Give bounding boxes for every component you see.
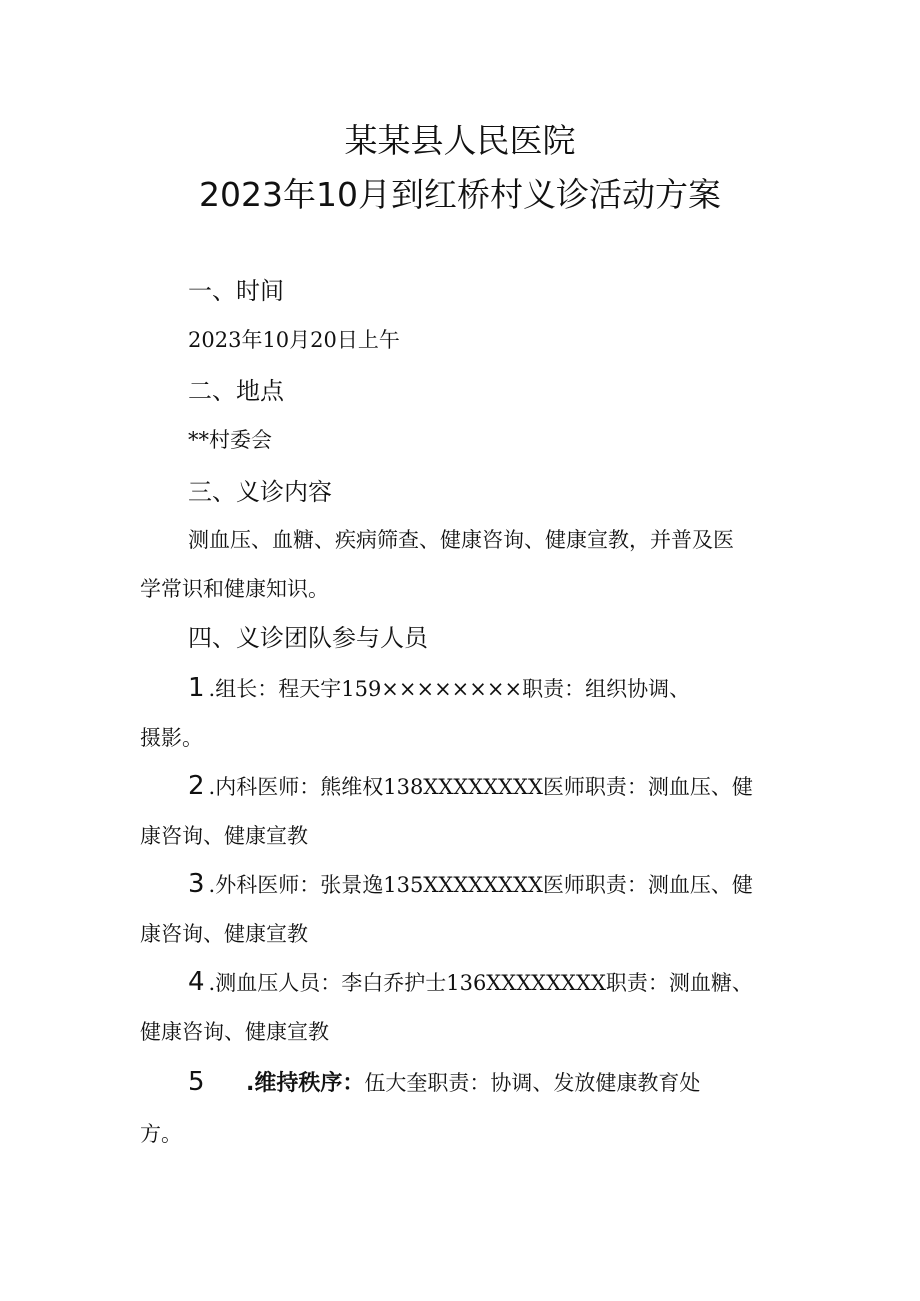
team-member-2-line2: 康咨询、健康宣教 <box>140 824 308 848</box>
team-member-5-role: .维持秩序： <box>246 1071 365 1096</box>
document-title-hospital: 某某县人民医院 <box>344 121 576 160</box>
section-content-time: 2023年10月20日上午 <box>188 328 400 352</box>
team-member-1-number: 1 <box>188 673 205 703</box>
team-member-3-line1 <box>188 869 753 900</box>
team-member-4-line1 <box>188 967 753 998</box>
section-heading-content: 三、义诊内容 <box>188 478 332 506</box>
section-content-line1: 测血压、血糖、疾病筛查、健康咨询、健康宣教，并普及医 <box>188 528 734 552</box>
team-member-5-text: 伍大奎职责：协调、发放健康教育处 <box>364 1071 701 1095</box>
team-member-1-text: .组长：程天宇159××××××××职责：组织协调、 <box>208 677 691 701</box>
team-member-2-number: 2 <box>188 771 205 801</box>
team-member-3-number: 3 <box>188 869 205 899</box>
section-heading-location: 二、地点 <box>188 377 284 405</box>
team-member-2-text: .内科医师：熊维权138XXXXXXXX医师职责：测血压、健 <box>208 775 753 799</box>
team-member-5-number: 5 <box>188 1067 205 1097</box>
section-content-line2: 学常识和健康知识。 <box>140 577 329 601</box>
team-member-3-line2: 康咨询、健康宣教 <box>140 922 308 946</box>
section-heading-team: 四、义诊团队参与人员 <box>188 624 428 652</box>
team-member-4-line2: 健康咨询、健康宣教 <box>140 1020 329 1044</box>
team-member-1-line1 <box>188 673 690 704</box>
team-member-3-text: .外科医师：张景逸135XXXXXXXX医师职责：测血压、健 <box>208 873 753 897</box>
team-member-4-number: 4 <box>188 967 205 997</box>
team-member-2-line1 <box>188 771 753 802</box>
team-member-1-line2: 摄影。 <box>140 726 203 750</box>
team-member-5-line2: 方。 <box>140 1122 182 1146</box>
team-member-4-text: .测血压人员：李白乔护士136XXXXXXXX职责：测血糖、 <box>208 971 753 995</box>
section-content-location: **村委会 <box>188 428 272 452</box>
document-title-activity: 2023年10月到红桥村义诊活动方案 <box>199 175 721 214</box>
team-member-5-line1 <box>188 1067 700 1099</box>
section-heading-time: 一、时间 <box>188 277 284 305</box>
